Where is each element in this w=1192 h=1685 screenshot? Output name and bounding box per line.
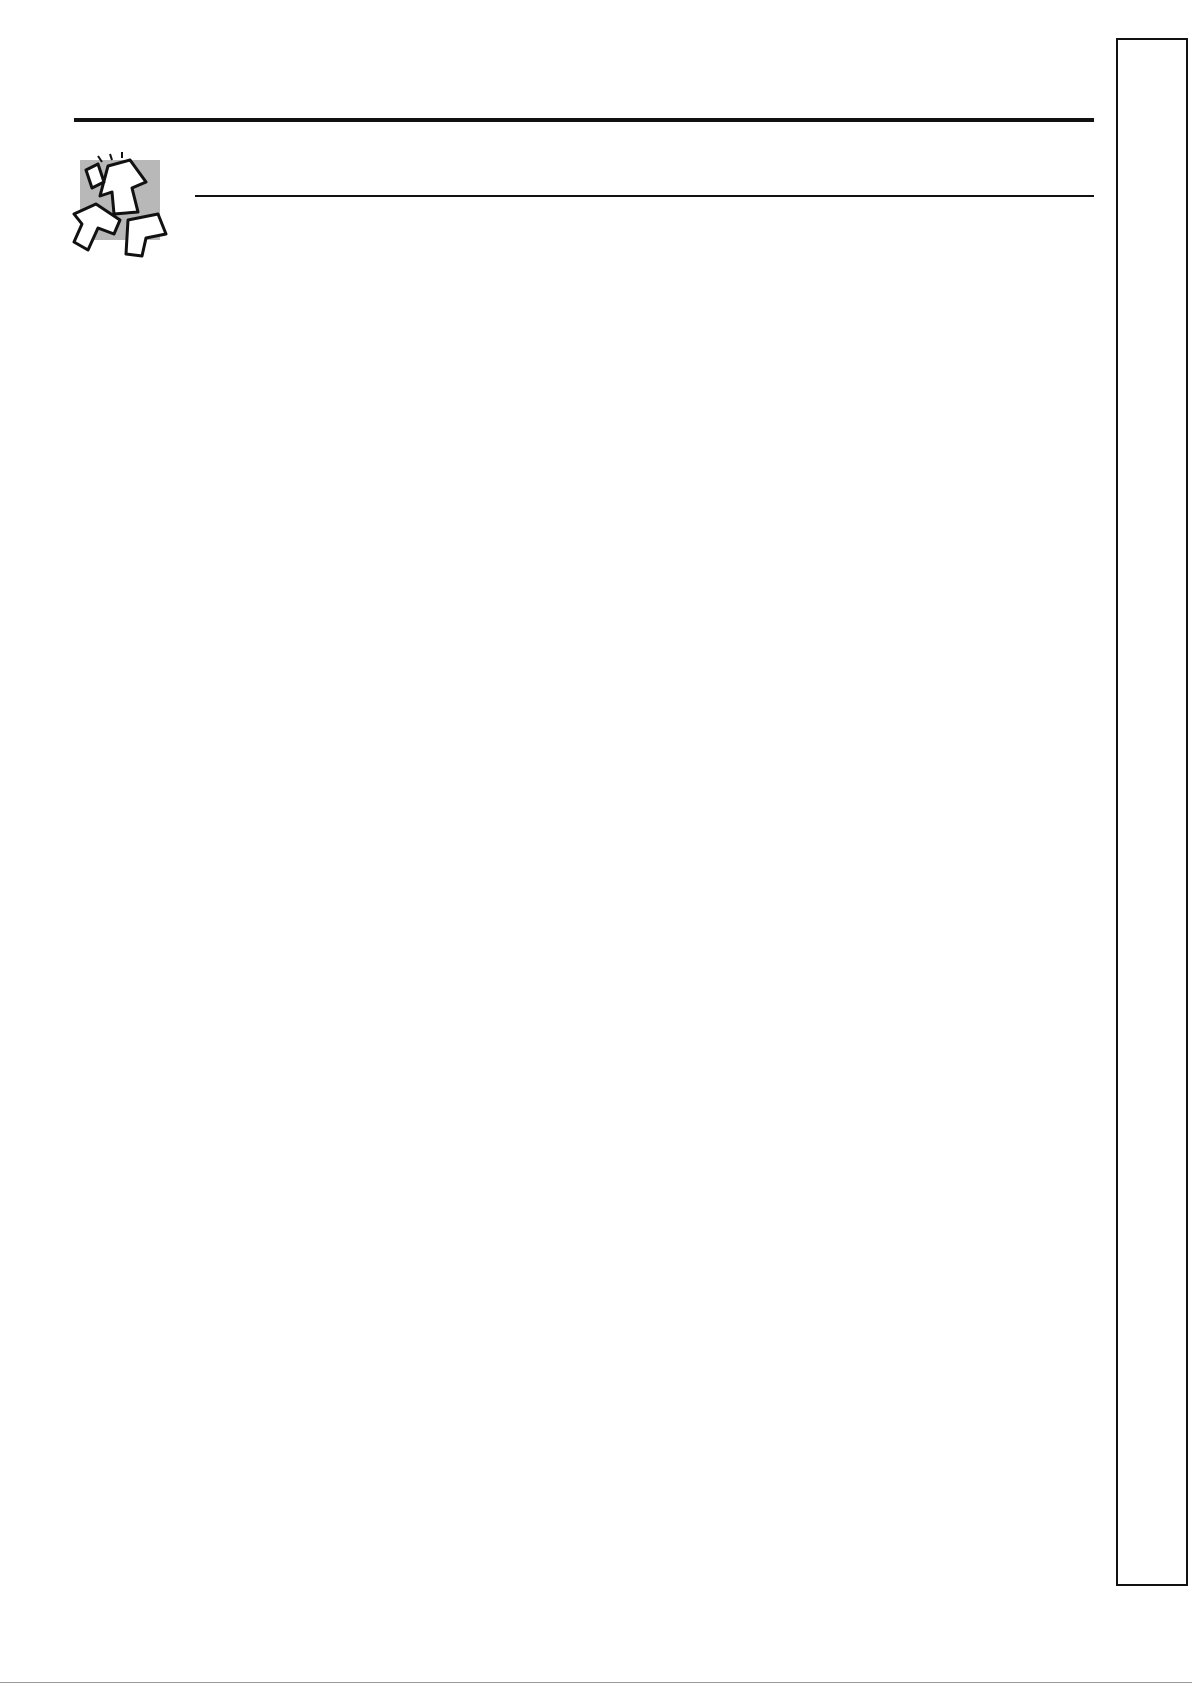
section-tabs [1116, 38, 1188, 1586]
title-rule [195, 195, 1094, 197]
laundry-icon [68, 152, 172, 262]
page-edge [0, 1682, 1192, 1683]
header-rule [74, 118, 1094, 122]
loading-sizes-table [204, 464, 1092, 1171]
